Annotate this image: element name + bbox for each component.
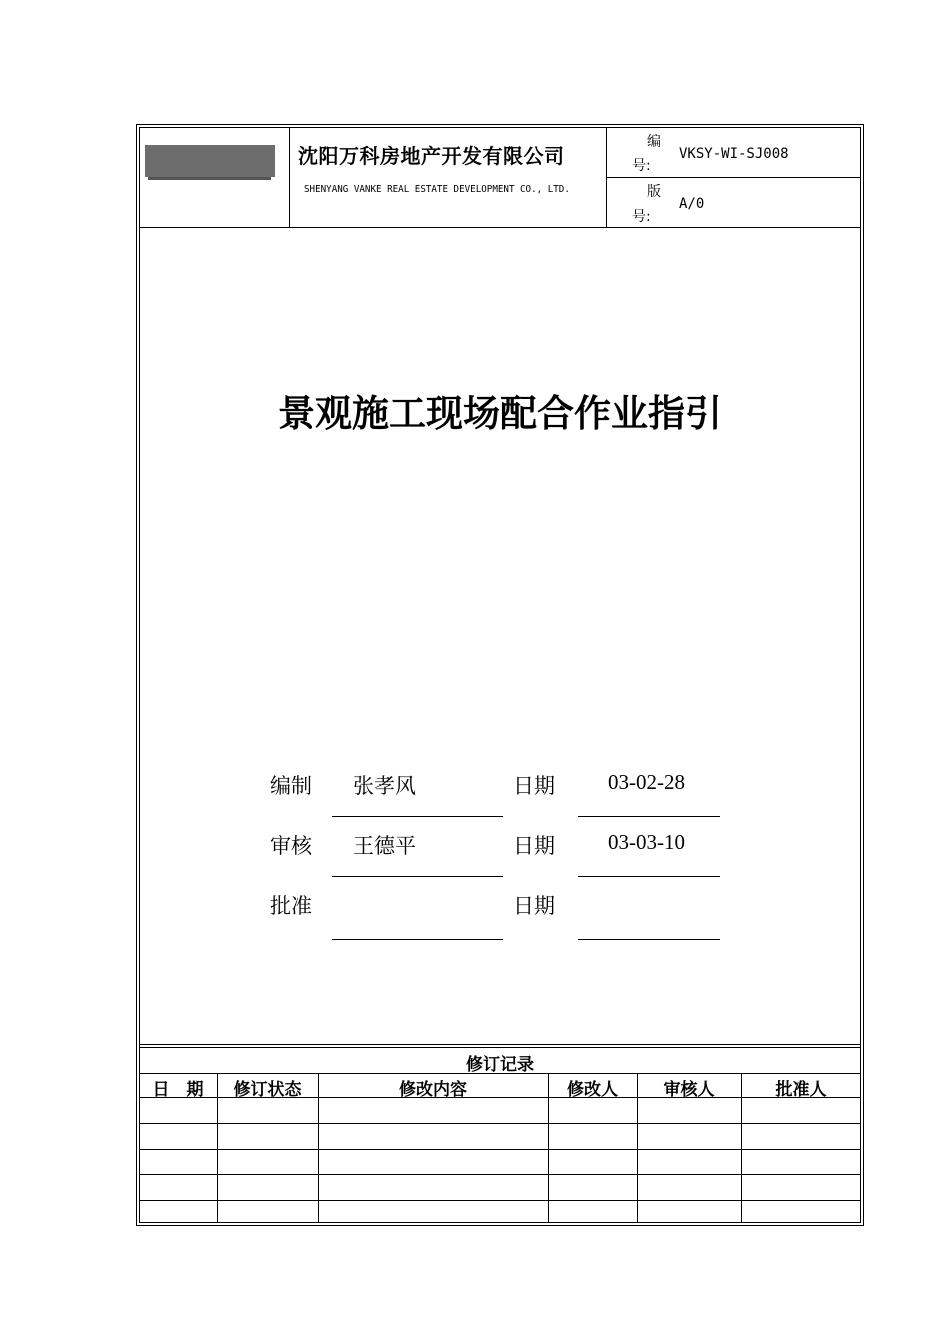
approved-date-label: 日期 (513, 894, 555, 918)
company-logo (145, 145, 275, 177)
version-label-line1: 版 (647, 184, 661, 200)
prepared-date-label: 日期 (513, 774, 555, 798)
company-name-cn: 沈阳万科房地产开发有限公司 (298, 144, 565, 168)
revision-top-line-1 (139, 1044, 861, 1045)
doc-no-label-line1: 编 (647, 134, 661, 150)
prepared-date-value: 03-02-28 (608, 770, 685, 794)
version-value: A/0 (679, 196, 705, 212)
company-name-en: SHENYANG VANKE REAL ESTATE DEVELOPMENT CO., LTD. (304, 184, 570, 195)
revision-record-title: 修订记录 (466, 1055, 534, 1075)
reviewed-by-underline (332, 876, 503, 877)
reviewed-date-label: 日期 (513, 834, 555, 858)
revision-col-content: 修改内容 (399, 1080, 467, 1100)
approved-by-label: 批准 (270, 894, 312, 918)
reviewed-by-label: 审核 (270, 834, 312, 858)
reviewed-by-name: 王德平 (353, 834, 416, 858)
revision-col-modifier: 修改人 (567, 1080, 618, 1100)
header-bottom-line (139, 227, 861, 228)
header-divider-1 (289, 127, 290, 227)
reviewed-date-underline (578, 876, 720, 877)
version-label-line2: 号: (632, 209, 651, 225)
revision-col-reviewer: 审核人 (663, 1080, 715, 1100)
revision-top-line-2 (139, 1047, 861, 1048)
revision-col-date: 日 期 (152, 1080, 204, 1100)
doc-no-label-line2: 号: (632, 158, 651, 174)
revision-row-line-3 (139, 1149, 861, 1150)
doc-no-value: VKSY-WI-SJ008 (679, 146, 789, 162)
revision-row-line-4 (139, 1174, 861, 1175)
document-title: 景观施工现场配合作业指引 (278, 392, 722, 435)
header-meta-divider (606, 177, 861, 178)
approved-by-underline (332, 939, 503, 940)
revision-col-approver: 批准人 (775, 1080, 827, 1100)
prepared-date-underline (578, 816, 720, 817)
revision-col-status: 修订状态 (233, 1080, 302, 1100)
revision-row-line-5 (139, 1200, 861, 1201)
prepared-by-name: 张孝风 (353, 774, 416, 798)
approved-date-underline (578, 939, 720, 940)
prepared-by-underline (332, 816, 503, 817)
prepared-by-label: 编制 (270, 774, 312, 798)
revision-row-line-2 (139, 1123, 861, 1124)
reviewed-date-value: 03-03-10 (608, 830, 685, 854)
